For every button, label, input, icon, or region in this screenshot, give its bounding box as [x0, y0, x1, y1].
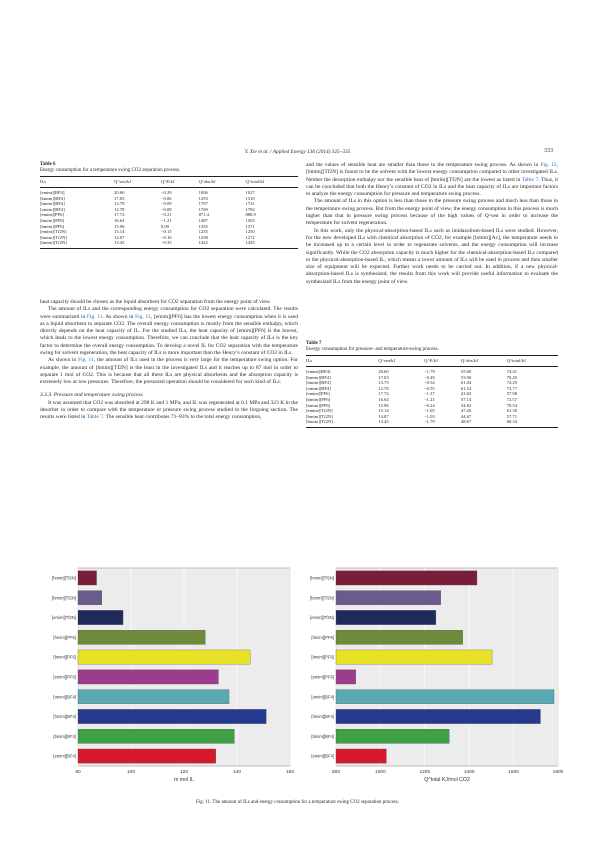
table-cell: 15.96: [378, 402, 389, 408]
table-cell: 57.71: [506, 413, 518, 419]
table-cell: 1707: [198, 201, 208, 207]
figure-11-charts: [48, 564, 564, 790]
table-cell: 1250: [245, 229, 255, 235]
bar: [336, 709, 540, 723]
column-header: ILs: [40, 177, 114, 188]
bar: [336, 650, 492, 664]
bar: [336, 729, 449, 743]
table-cell: 1782: [245, 206, 255, 212]
table-cell: [bmim][BF4]: [306, 374, 331, 380]
table-cell: [hmim][Tf2N]: [306, 419, 378, 427]
table-cell: 1293: [198, 195, 208, 201]
table-cell: 17.72: [378, 391, 389, 397]
right-paragraph-2: The amount of ILs in this option is less than those in the pressure swing process and much less than those in the temperature swing process. But from the energy point of view, the energy consumption in this process is much higher than that in pressure swing process because of the high values of Q^sen in order to increase the temperature for solvent regeneration.: [306, 198, 558, 227]
table-cell: 1721: [245, 201, 255, 207]
table-cell: 20.60: [378, 369, 389, 375]
text-run: , the amount of ILs used in the process is very large for the temperature swing option. For example, the amount of [hmim][Tf2N] is the least in the investigated ILs and it reaches up to 87 mol in order to separate 1 mol of CO2. This is because that all these ILs are physical absorbents and the absorption capacity is extremely low at low pressures. Therefore, the pressured operation should be considered for such kind of ILs.: [40, 357, 298, 386]
table6-caption: [40, 162, 298, 174]
left-paragraph-2: [40, 306, 298, 357]
column-header: Q^abs/kJ: [199, 177, 246, 188]
bar: [336, 571, 477, 585]
bar: [336, 630, 463, 644]
table-cell: 871.4: [198, 212, 209, 218]
table-cell: [bmim][Tf2N]: [40, 234, 67, 240]
table-cell: −0.55: [424, 385, 435, 391]
table-cell: 41.63: [460, 391, 472, 397]
table-row: [40, 240, 298, 248]
text-run: , [bmim][Tf2N] is found to be the solvent with the lowest energy consumption compared to other investigated ILs. Neither the desorption enthalpy nor the sensible heat of [bmim][Tf2N] are the lowest as listed in: [306, 162, 558, 183]
text-run: As shown in: [48, 357, 79, 364]
column-header: ILs: [306, 356, 378, 367]
y-tick-label: [emim][BF4]: [53, 753, 76, 759]
text-run: . As shown in: [102, 313, 136, 320]
figure-caption: Fig. 11. The amount of ILs and energy consumption for a temperature swing CO2 separation process.: [196, 800, 399, 805]
table-cell: 13.79: [114, 201, 125, 207]
table-cell: −1.37: [424, 391, 435, 397]
x-tick-label: 120: [179, 770, 189, 775]
y-tick-label: [hmim][BF4]: [311, 714, 334, 720]
figure-link[interactable]: Fig. 11: [78, 357, 94, 364]
table-cell: −0.35: [161, 240, 199, 248]
bar: [336, 591, 441, 605]
table-cell: 1310: [245, 195, 255, 201]
table-cell: [emim][PF6]: [306, 391, 330, 397]
left-paragraph-3: [40, 357, 298, 386]
table-cell: 70.54: [506, 402, 518, 408]
column-header: Q^sen/kJ: [378, 356, 424, 367]
figure-link[interactable]: Fig. 11: [135, 313, 151, 320]
table-cell: −0.29: [160, 190, 172, 195]
text-run: The amount of ILs and the corresponding energy consumption for CO2 separation were calculated. The results were summarized in: [40, 306, 298, 320]
x-tick-label: 1000: [375, 770, 386, 775]
x-axis-label: m mol IL: [174, 777, 194, 783]
page-number: 333: [544, 148, 553, 154]
table-cell: −0.15: [160, 229, 172, 235]
table-cell: 44.67: [460, 413, 472, 419]
text-run: It was assumed that CO2 was absorbed at 298 K and 1 MPa, and IL was regenerated at 0.1 MPa and 323 K in the desorber in order to compare with the temperature or pressure swing process studied in the forgoing section. The results were listed in: [40, 399, 298, 421]
table-link[interactable]: Table 7: [86, 414, 103, 421]
table-cell: −1.79: [424, 369, 435, 375]
y-tick-label: [bmim][BF4]: [311, 733, 334, 739]
y-tick-label: [hmim][PF6]: [53, 634, 76, 640]
table7-label: Table 7: [306, 341, 322, 347]
table-cell: [bmim][BF4]: [40, 195, 65, 201]
text-run: , [emim][PF6] has the lowest energy consumption when it is used as a liquid absorbent to separate CO2. The overall energy consumption is mostly from the sensible enthalpy, which directly depends on the heat capacity of IL. For the studied ILs, the heat capacity of [emim][PF6] is the lowest, which leads to the lowest energy consumption. Therefore, we can conclude that the heat capacity of ILs is the key factor to determine the overall energy consumption. To develop a novel IL for CO2 separation with the temperature swing for solvent regeneration, the heat capacity of ILs is more important than the Henry’s constant of CO2 in ILs.: [40, 313, 298, 357]
table-cell: 53.90: [460, 374, 472, 380]
column-header: Q^sen/kJ: [114, 177, 161, 188]
table-cell: 13.79: [378, 380, 389, 386]
x-tick-label: 100: [126, 770, 136, 775]
table-cell: 74.29: [506, 380, 518, 386]
table-cell: −1.05: [424, 408, 435, 414]
table-cell: −0.16: [160, 234, 172, 240]
table6: [40, 176, 298, 249]
left-column: [40, 162, 298, 421]
text-run: and the values of sensible heat are smaller than those in the temperature swing process. As shown in: [306, 162, 541, 168]
bar: [336, 670, 356, 684]
bar: [78, 630, 205, 644]
table-cell: −0.06: [160, 195, 172, 201]
table-cell: 1487: [198, 217, 208, 223]
y-tick-label: [bmim][PF6]: [53, 654, 76, 660]
table-cell: 48.67: [461, 419, 507, 427]
table-cell: 60.33: [507, 419, 558, 427]
table-cell: 54.82: [460, 402, 472, 408]
table-cell: 61.54: [460, 385, 472, 391]
x-tick-label: 1400: [463, 770, 475, 775]
y-tick-label: [emim][Tf2N]: [310, 615, 334, 621]
table-cell: 1006: [198, 190, 208, 195]
table-link[interactable]: Table 7: [521, 176, 539, 183]
table-cell: 70.45: [506, 374, 518, 380]
table-cell: 12.78: [114, 206, 125, 212]
table-cell: [emim][BF4]: [40, 190, 65, 195]
y-tick-label: [hmim][Tf2N]: [310, 575, 334, 581]
bar: [78, 670, 218, 684]
bar: [78, 729, 234, 743]
column-header: Q^E/kJ: [424, 356, 461, 367]
column-header: Q^abs/kJ: [461, 356, 507, 367]
section-heading: 3.3.3. Pressure and temperature swing process: [40, 391, 143, 398]
table-cell: −0.49: [424, 374, 435, 380]
table-cell: −0.08: [160, 206, 172, 212]
x-tick-label: 80: [75, 770, 81, 775]
table-cell: [bmim][Tf2N]: [306, 413, 333, 419]
right-paragraph-1: [306, 162, 558, 198]
table-cell: 14.07: [378, 413, 389, 419]
table-cell: [emim][PF6]: [40, 212, 64, 218]
table-row: [306, 419, 558, 427]
table-cell: 15.14: [114, 229, 125, 235]
table-cell: 17.03: [114, 195, 125, 201]
table7-caption: [306, 341, 558, 353]
x-tick-label: 160: [285, 770, 295, 775]
table-cell: 1769: [198, 206, 208, 212]
y-tick-label: [emim][BF4]: [311, 753, 334, 759]
table-cell: [omim][BF4]: [306, 385, 331, 391]
bar: [78, 610, 123, 624]
figure-link[interactable]: Fig. 12: [540, 162, 557, 168]
table-cell: 61.30: [506, 408, 518, 414]
bar: [78, 571, 97, 585]
table-cell: −0.21: [160, 212, 172, 218]
table-cell: −1.21: [424, 397, 435, 403]
column-header: Q^E/kJ: [161, 177, 199, 188]
bar: [78, 650, 250, 664]
y-tick-label: [hmim][BF4]: [53, 714, 76, 720]
table-cell: [bmim][PF6]: [40, 217, 65, 223]
table-cell: 12.78: [378, 385, 389, 391]
table-cell: 20.60: [114, 190, 125, 195]
table-cell: 74.41: [506, 369, 518, 375]
y-tick-label: [emim][Tf2N]: [52, 615, 76, 621]
x-tick-label: 800: [331, 770, 341, 775]
table-cell: −1.21: [160, 217, 172, 223]
table-cell: [hmim][PF6]: [306, 402, 331, 408]
table-cell: 1435: [245, 240, 298, 248]
table-cell: −1.03: [424, 413, 435, 419]
table-row: [40, 188, 298, 196]
left-paragraph-4: [40, 400, 298, 422]
table-cell: [hmim][BF4]: [306, 380, 331, 386]
text-run: . Thus, it can be concluded that both the Henry’s constant of CO2 in ILs and the heat capacity of ILs are important factors to analyze the energy consumption for pressure and temperature swing process.: [306, 176, 558, 198]
table-cell: [hmim][PF6]: [40, 223, 65, 229]
table-cell: 1371: [245, 223, 255, 229]
bar: [336, 690, 554, 704]
left-paragraph-1: heat capacity should be chosen as the liquid absorbent for CO2 separation from the energy point of view.: [40, 298, 271, 305]
table-cell: 1272: [245, 234, 255, 240]
table-cell: 13.45: [378, 419, 424, 427]
x-tick-label: 1600: [508, 770, 519, 775]
table-cell: 13.45: [114, 240, 161, 248]
bar: [78, 690, 229, 704]
table-cell: [emim][Tf2N]: [306, 408, 333, 414]
y-tick-label: [omim][BF4]: [311, 694, 334, 700]
table-cell: 1258: [198, 234, 208, 240]
table-cell: 1027: [245, 190, 255, 195]
bar: [336, 749, 386, 763]
right-column: [306, 162, 558, 428]
y-tick-label: [bmim][Tf2N]: [310, 595, 334, 601]
table-cell: [hmim][BF4]: [40, 201, 65, 207]
bar: [78, 749, 216, 763]
text-run: . The sensible heat contributes 71–83% to the total energy consumption,: [102, 414, 262, 421]
table-cell: −0.54: [424, 380, 435, 386]
bar: [336, 610, 436, 624]
y-tick-label: [emim][PF6]: [53, 674, 76, 680]
y-tick-label: [bmim][Tf2N]: [52, 595, 76, 601]
figure-link[interactable]: Fig. 11: [86, 313, 103, 320]
x-tick-label: 1800: [552, 770, 564, 775]
table-cell: 61.04: [460, 380, 472, 386]
right-paragraph-3: In this work, only the physical-absorption-based ILs such as imidazolium-based ILs were studied. However, for the new developed ILs with chemical absorption of CO2, for example [bmim][Ac], the temperature needs to be increased up to a certain level in order to regenerate solvents, and the energy consumption will increase significantly. While the CO2 absorption capacity is much higher for the chemical-absorption-based ILs compared to the physical-absorption-based IL, which means a lower amount of ILs will be used in process and then smaller size of equipment will be expected. Further work needs to be carried out. In addition, if a new physical-absorption-based ILs is synthesized, the results from this work will provide useful information to evaluate the synthesized ILs from the energy point of view.: [306, 227, 558, 285]
table7: [306, 355, 558, 428]
x-axis-label: Q^total KJ/mol CO2: [424, 777, 470, 783]
table6-title: Energy consumption for a temperature swing CO2 separation process.: [40, 168, 181, 174]
y-tick-label: [omim][BF4]: [53, 694, 76, 700]
y-tick-label: [hmim][Tf2N]: [52, 575, 76, 581]
table-cell: 47.20: [460, 408, 472, 414]
table7-title: Energy consumption for pressure- and temperature-swing process.: [306, 347, 439, 353]
column-header: Q^total/kJ: [245, 177, 298, 188]
x-tick-label: 1200: [419, 770, 431, 775]
table-cell: 72.57: [506, 397, 518, 403]
bar: [78, 591, 102, 605]
y-tick-label: [emim][PF6]: [311, 674, 334, 680]
journal-reference: Y. Xie et al. / Applied Energy 136 (2014) 325–335: [244, 149, 351, 155]
table-cell: 15.14: [378, 408, 389, 414]
table-cell: 1355: [198, 223, 208, 229]
table-cell: 73.77: [506, 385, 518, 391]
table-cell: 17.72: [114, 212, 125, 218]
figure-11: [48, 564, 564, 790]
table-cell: 16.64: [114, 217, 125, 223]
column-header: Q^total/kJ: [507, 356, 558, 367]
table-cell: 1422: [199, 240, 246, 248]
table-cell: 17.03: [378, 374, 389, 380]
table-cell: 55.60: [460, 369, 472, 375]
table-cell: −1.79: [424, 419, 461, 427]
table-cell: 0.09: [160, 223, 169, 229]
table-cell: 1503: [245, 217, 255, 223]
table-cell: [emim][BF4]: [306, 369, 331, 375]
x-tick-label: 140: [232, 770, 242, 775]
table-cell: −0.24: [424, 402, 435, 408]
table-cell: [emim][Tf2N]: [40, 229, 67, 235]
table-cell: 57.98: [506, 391, 518, 397]
table-cell: 16.64: [378, 397, 389, 403]
y-tick-label: [hmim][PF6]: [311, 634, 334, 640]
table-cell: −0.09: [160, 201, 172, 207]
table-cell: [hmim][Tf2N]: [40, 240, 114, 248]
table-cell: 14.07: [114, 234, 125, 240]
table-cell: 888.9: [245, 212, 256, 218]
table-cell: 1235: [198, 229, 208, 235]
table6-label: Table 6: [40, 162, 56, 167]
y-tick-label: [bmim][PF6]: [311, 654, 334, 660]
y-tick-label: [bmim][BF4]: [53, 733, 76, 739]
table-cell: [bmim][PF6]: [306, 397, 331, 403]
table-cell: 57.14: [460, 397, 472, 403]
table-cell: 15.96: [114, 223, 125, 229]
running-head: [0, 148, 595, 158]
bar: [78, 709, 266, 723]
table-row: [306, 367, 558, 375]
table-cell: [omim][BF4]: [40, 206, 65, 212]
